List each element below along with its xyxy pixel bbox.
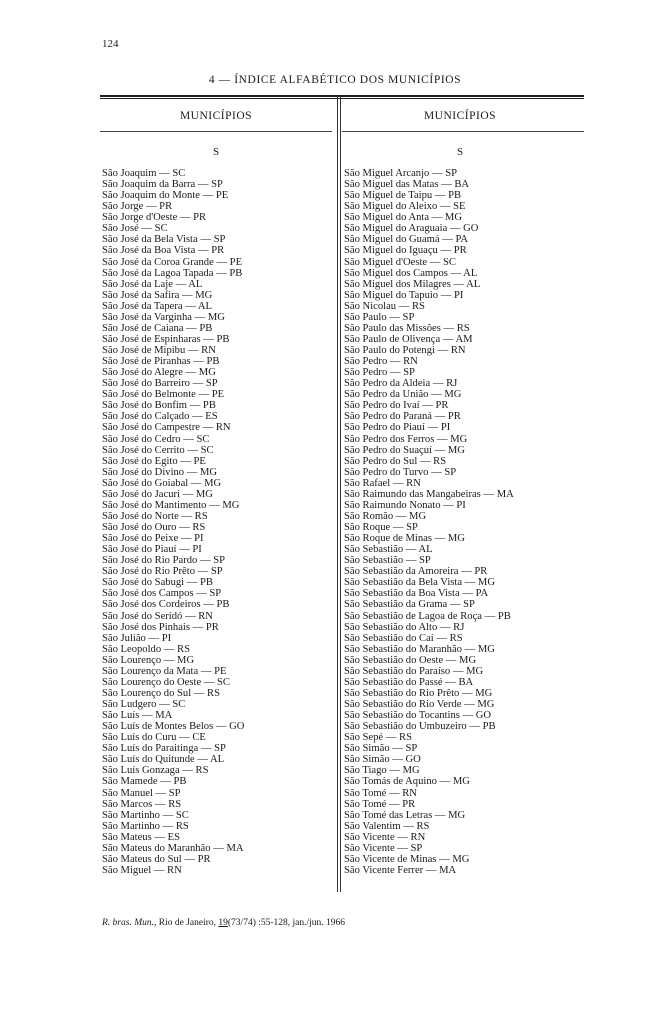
municipality-entry: São Paulo — SP	[344, 311, 415, 323]
municipality-entry: São Sepé — RS	[344, 732, 412, 744]
municipality-entry: São José da Tapera — AL	[102, 300, 212, 312]
right-header-rule	[342, 131, 584, 132]
municipality-entry: São Miguel do Tapuio — PI	[344, 289, 464, 301]
municipality-entry: São José da Varginha — MG	[102, 311, 225, 323]
municipality-entry: São José da Coroa Grande — PE	[102, 256, 243, 268]
municipality-entry: São Raimundo das Mangabeiras — MA	[344, 488, 514, 500]
municipality-entry: São Miguel das Matas — BA	[344, 179, 470, 191]
left-municipality-list	[102, 168, 244, 876]
municipality-entry: São Pedro dos Ferros — MG	[344, 433, 468, 445]
page-number: 124	[102, 38, 119, 50]
municipality-entry: São José de Caiana — PB	[102, 322, 213, 334]
municipality-entry: São Pedro do Sul — RS	[344, 455, 447, 467]
municipality-entry: São Pedro do Ivaí — PR	[344, 400, 449, 412]
municipality-entry: São Mateus — ES	[102, 831, 180, 843]
municipality-entry: São Sebastião do Rio Verde — MG	[344, 699, 495, 710]
municipality-entry: São Paulo de Olivença — AM	[344, 333, 473, 345]
municipality-entry: São José do Campestre — RN	[102, 422, 231, 434]
municipality-entry: São José do Belmonte — PE	[102, 389, 225, 401]
municipality-entry: São Sebastião do Umbuzeiro — PB	[344, 721, 496, 733]
municipality-entry: São Sebastião do Maranhão — MG	[344, 643, 495, 655]
municipality-entry: São Luís Gonzaga — RS	[102, 765, 209, 777]
municipality-entry: São Manuel — SP	[102, 787, 181, 799]
municipality-entry: São José do Alegre — MG	[102, 367, 216, 379]
municipality-entry: São José do Norte — RS	[102, 510, 208, 522]
footer-issue-pages: (73/74) :55-128, jan./jun. 1966	[227, 918, 346, 928]
municipality-entry: São José do Barreiro — SP	[102, 378, 218, 390]
municipality-entry: São José dos Campos — SP	[102, 588, 222, 600]
section-title: 4 — ÍNDICE ALFABÉTICO DOS MUNICÍPIOS	[208, 74, 462, 86]
municipality-entry: São José do Rio Prêto — SP	[102, 566, 223, 578]
municipality-entry: São Joaquim do Monte — PE	[102, 190, 229, 202]
municipality-entry: São Miguel do Anta — MG	[344, 212, 462, 224]
footer-place: Rio de Janeiro,	[156, 918, 219, 928]
page-footer	[102, 918, 345, 928]
municipality-entry: São Luís do Quitunde — AL	[102, 754, 225, 766]
municipality-entry: São José da Boa Vista — PR	[102, 245, 225, 257]
municipality-entry: São Roque de Minas — MG	[344, 533, 465, 545]
municipality-entry: São Romão — MG	[344, 510, 427, 522]
municipality-entry: São Luís — MA	[102, 710, 173, 722]
municipality-entry: São Valentim — RS	[344, 820, 430, 832]
municipality-entry: São Joaquim da Barra — SP	[102, 179, 223, 191]
municipality-entry: São Vicente — RN	[344, 831, 426, 843]
municipality-entry: São Miguel d'Oeste — SC	[344, 256, 456, 268]
municipality-entry: São José do Rio Pardo — SP	[102, 555, 226, 567]
municipality-entry: São José — SC	[102, 223, 168, 235]
municipality-entry: São Vicente — SP	[344, 842, 423, 854]
municipality-entry: São Pedro do Suaçuí — MG	[344, 444, 465, 456]
municipality-entry: São Miguel Arcanjo — SP	[344, 168, 457, 179]
municipality-entry: São Tomé — RN	[344, 787, 417, 799]
municipality-entry: São Tomás de Aquino — MG	[344, 776, 470, 788]
municipality-entry: São Miguel dos Milagres — AL	[344, 278, 481, 290]
municipality-entry: São José do Egito — PE	[102, 455, 206, 467]
municipality-entry: São Simão — SP	[344, 743, 418, 755]
left-letter-heading: S	[212, 146, 220, 158]
municipality-entry: São José da Bela Vista — SP	[102, 234, 226, 246]
municipality-entry: São José do Goiabal — MG	[102, 477, 222, 489]
municipality-entry: São Pedro da União — MG	[344, 389, 462, 401]
right-letter-heading: S	[456, 146, 464, 158]
municipality-entry: São Pedro do Piauí — PI	[344, 422, 451, 434]
municipality-entry: São Sebastião do Caí — RS	[344, 632, 463, 644]
municipality-entry: São Roque — SP	[344, 522, 418, 533]
municipality-entry: São José do Bonfim — PB	[102, 400, 216, 412]
municipality-entry: São Tomé — PR	[344, 798, 416, 810]
municipality-entry: São Tomé das Letras — MG	[344, 809, 466, 821]
municipality-entry: São José da Safira — MG	[102, 289, 213, 301]
municipality-entry: São José da Laje — AL	[102, 278, 203, 290]
municipality-entry: São Miguel dos Campos — AL	[344, 267, 478, 279]
municipality-entry: São Martinho — SC	[102, 809, 189, 821]
municipality-entry: São Marcos — RS	[102, 798, 182, 810]
footer-journal: R. bras. Mun.,	[102, 918, 157, 928]
municipality-entry: São Luís de Montes Belos — GO	[102, 721, 245, 733]
municipality-entry: São José de Piranhas — PB	[102, 356, 220, 368]
left-header-rule	[100, 131, 332, 132]
municipality-entry: São José dos Cordeiros — PB	[102, 599, 230, 611]
municipality-entry: São Pedro — RN	[344, 356, 418, 368]
municipality-entry: São Vicente Ferrer — MA	[344, 864, 457, 876]
municipality-entry: São José de Mipibu — RN	[102, 345, 216, 356]
municipality-entry: São José do Cedro — SC	[102, 433, 210, 445]
municipality-entry: São José do Jacuri — MG	[102, 488, 213, 500]
municipality-entry: São José do Seridó — RN	[102, 610, 213, 622]
municipality-entry: São José do Calçado — ES	[102, 411, 218, 423]
municipality-entry: São José da Lagoa Tapada — PB	[102, 267, 243, 279]
municipality-entry: São Sebastião do Oeste — MG	[344, 654, 477, 666]
municipality-entry: São Miguel de Taipu — PB	[344, 190, 462, 202]
municipality-entry: São Paulo das Missões — RS	[344, 322, 470, 334]
municipality-entry: São Sebastião da Grama — SP	[344, 599, 475, 611]
municipality-entry: São Sebastião — AL	[344, 544, 433, 556]
municipality-entry: São Sebastião da Amoreira — PR	[344, 566, 488, 578]
top-rule	[100, 95, 584, 97]
municipality-entry: São Tiago — MG	[344, 765, 420, 777]
municipality-entry: São Sebastião de Lagoa de Roça — PB	[344, 610, 511, 622]
left-column-header: MUNICÍPIOS	[179, 110, 253, 122]
municipality-entry: São José do Sabugi — PB	[102, 577, 213, 589]
municipality-entry: São Lourenço da Mata — PE	[102, 665, 227, 677]
municipality-entry: São Luís do Paraitinga — SP	[102, 743, 226, 755]
municipality-entry: São José do Mantimento — MG	[102, 499, 240, 511]
municipality-entry: São Miguel do Aleixo — SE	[344, 201, 466, 213]
municipality-entry: São José do Peixe — PI	[102, 533, 204, 545]
top-rule-thin	[100, 98, 584, 99]
municipality-entry: São Sebastião do Tocantins — GO	[344, 710, 492, 722]
municipality-entry: São Sebastião do Alto — RJ	[344, 621, 465, 633]
municipality-entry: São Miguel do Iguaçu — PR	[344, 245, 467, 257]
column-divider	[337, 96, 341, 892]
municipality-entry: São Sebastião da Bela Vista — MG	[344, 577, 495, 589]
municipality-entry: São José do Ouro — RS	[102, 522, 206, 533]
municipality-entry: São Sebastião do Paraíso — MG	[344, 665, 484, 677]
municipality-entry: São José de Espinharas — PB	[102, 333, 230, 345]
municipality-entry: São Lourenço — MG	[102, 654, 195, 666]
municipality-entry: São Nicolau — RS	[344, 300, 425, 312]
municipality-entry: São José do Cerrito — SC	[102, 444, 214, 456]
municipality-entry: São Simão — GO	[344, 754, 421, 766]
municipality-entry: São Sebastião do Rio Prêto — MG	[344, 687, 493, 699]
municipality-entry: São Mateus do Sul — PR	[102, 853, 211, 865]
municipality-entry: São Lourenço do Oeste — SC	[102, 676, 230, 688]
municipality-entry: São Miguel do Araguaia — GO	[344, 223, 479, 235]
right-municipality-list	[344, 168, 514, 876]
municipality-entry: São Rafael — RN	[344, 477, 421, 489]
municipality-entry: São Leopoldo — RS	[102, 643, 190, 655]
municipality-entry: São Pedro do Turvo — SP	[344, 466, 457, 478]
municipality-entry: São Sebastião do Passé — BA	[344, 676, 474, 688]
municipality-entry: São Jorge — PR	[102, 201, 173, 213]
municipality-entry: São Pedro do Paraná — PR	[344, 411, 461, 423]
municipality-entry: São Miguel do Guamá — PA	[344, 234, 469, 246]
municipality-entry: São Paulo do Potengi — RN	[344, 345, 466, 356]
municipality-entry: São Ludgero — SC	[102, 699, 186, 710]
municipality-entry: São Joaquim — SC	[102, 168, 186, 179]
municipality-entry: São Martinho — RS	[102, 820, 189, 832]
municipality-entry: São Vicente de Minas — MG	[344, 853, 470, 865]
footer-volume: 19	[218, 918, 228, 928]
municipality-entry: São Jorge d'Oeste — PR	[102, 212, 207, 224]
municipality-entry: São José dos Pinhais — PR	[102, 621, 219, 633]
municipality-entry: São Raimundo Nonato — PI	[344, 499, 466, 511]
municipality-entry: São Pedro — SP	[344, 367, 415, 379]
municipality-entry: São Julião — PI	[102, 632, 172, 644]
municipality-entry: São Sebastião — SP	[344, 555, 431, 567]
municipality-entry: São Mamede — PB	[102, 776, 187, 788]
municipality-entry: São Lourenço do Sul — RS	[102, 687, 221, 699]
municipality-entry: São José do Piauí — PI	[102, 544, 202, 556]
municipality-entry: São Miguel — RN	[102, 864, 182, 876]
municipality-entry: São José do Divino — MG	[102, 466, 218, 478]
municipality-entry: São Sebastião da Boa Vista — PA	[344, 588, 489, 600]
municipality-entry: São Luís do Curu — CE	[102, 732, 206, 744]
municipality-entry: São Mateus do Maranhão — MA	[102, 842, 244, 854]
municipality-entry: São Pedro da Aldeia — RJ	[344, 378, 458, 390]
right-column-header: MUNICÍPIOS	[423, 110, 497, 122]
